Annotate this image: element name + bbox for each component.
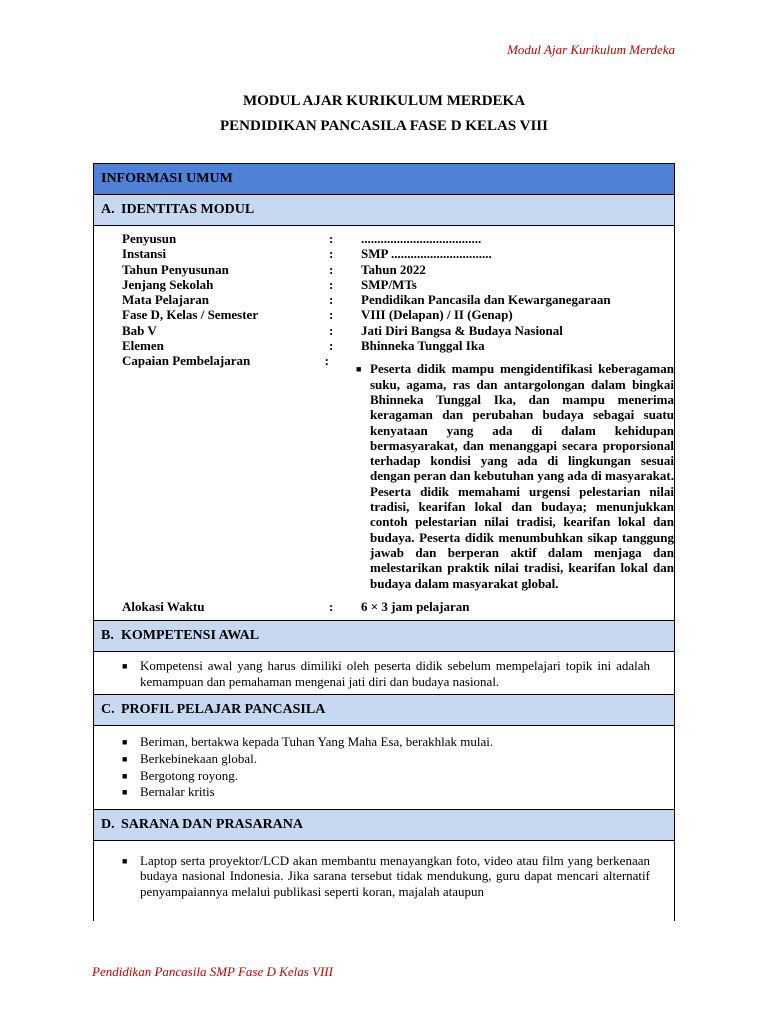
colon: :	[329, 261, 334, 277]
identitas-row	[94, 338, 674, 353]
informasi-umum-title: INFORMASI UMUM	[101, 171, 233, 186]
colon: :	[329, 307, 334, 323]
identitas-row	[94, 262, 674, 277]
list-item	[122, 751, 650, 768]
identitas-row	[94, 323, 674, 338]
identitas-label: Instansi	[122, 246, 167, 262]
list-item	[122, 768, 650, 785]
square-bullet-icon: ■	[122, 753, 128, 764]
capaian-list	[356, 353, 674, 590]
profil-item-text: Bernalar kritis	[140, 784, 215, 800]
section-d-header	[94, 810, 674, 841]
identitas-label: Elemen	[122, 338, 164, 354]
document-subtitle: PENDIDIKAN PANCASILA FASE D KELAS VIII	[220, 118, 548, 134]
informasi-umum-header	[94, 164, 674, 195]
section-c-letter: C.	[101, 702, 115, 718]
identitas-row	[94, 246, 674, 261]
identitas-value: SMP/MTs	[361, 276, 417, 292]
identitas-value: Pendidikan Pancasila dan Kewarganegaraan	[361, 292, 611, 308]
footer-note: Pendidikan Pancasila SMP Fase D Kelas VIII	[92, 964, 333, 979]
capaian-content	[356, 353, 674, 590]
profil-pelajar-content	[94, 726, 674, 809]
section-b-header	[94, 621, 674, 652]
list-item	[122, 784, 650, 801]
identitas-value: VIII (Delapan) / II (Genap)	[361, 307, 513, 323]
square-bullet-icon: ■	[122, 855, 128, 866]
identitas-value: Jati Diri Bangsa & Budaya Nasional	[361, 322, 563, 338]
profil-item-text: Beriman, bertakwa kepada Tuhan Yang Maha Esa, berakhlak mulai.	[140, 734, 494, 750]
identitas-label: Fase D, Kelas / Semester	[122, 307, 259, 323]
identitas-row	[94, 277, 674, 292]
capaian-label: Capaian Pembelajaran	[122, 353, 251, 369]
list-item	[122, 734, 650, 751]
sarana-text: Laptop serta proyektor/LCD akan membantu menayangkan foto, video atau film yang berkenaan budaya nasional Indonesia. Jika sarana tersebut tidak mendukung, guru dapat mencari alternatif penyampaiannya melalui publikasi seperti koran, majalah ataupun	[140, 852, 650, 899]
alokasi-label: Alokasi Waktu	[122, 598, 205, 614]
profil-item-text: Berkebinekaan global.	[140, 750, 257, 766]
identitas-row	[94, 231, 674, 246]
section-a-title: IDENTITAS MODUL	[121, 202, 255, 217]
section-c-header	[94, 695, 674, 726]
alokasi-value: 6 × 3 jam pelajaran	[361, 598, 470, 614]
identitas-label: Bab V	[122, 322, 157, 338]
section-d-title: SARANA DAN PRASARANA	[121, 816, 304, 832]
alokasi-row	[94, 599, 674, 614]
square-bullet-icon: ■	[122, 737, 128, 748]
colon: :	[329, 246, 334, 262]
header-note: Modul Ajar Kurikulum Merdeka	[507, 42, 675, 57]
capaian-row	[94, 353, 674, 590]
square-bullet-icon: ■	[122, 770, 128, 781]
document-title: MODUL AJAR KURIKULUM MERDEKA	[242, 93, 526, 109]
colon: :	[329, 322, 334, 338]
colon: :	[329, 338, 334, 354]
identitas-value: SMP ...............................	[361, 246, 492, 262]
identitas-label: Tahun Penyusunan	[122, 261, 229, 277]
list-item	[122, 658, 650, 689]
identitas-value: .....................................	[361, 231, 482, 246]
colon: :	[329, 598, 334, 614]
identitas-row	[94, 307, 674, 322]
identitas-row	[94, 292, 674, 307]
capaian-text: Peserta didik mampu mengidentifikasi keberagaman suku, agama, ras dan antargolongan dalam bingkai Bhinneka Tunggal Ika, dan mampu menerima keragaman dan perubahan budaya sebagai suatu kenyataan yang ada di dalam kehidupan bermasyarakat, dan menanggapi secara proporsional terhadap kondisi yang ada di lingkungan sesuai dengan peran dan kebutuhan yang ada di masyarakat. Peserta didik memahami urgensi pelestarian nilai tradisi, kearifan lokal dan budaya; menunjukkan contoh pelestarian nilai tradisi, kearifan lokal dan budaya. Peserta didik menumbuhkan sikap tanggung jawab dan berperan aktif dalam menjaga dan melestarikan praktik nilai tradisi, kearifan lokal dan budaya dalam masyarakat global.	[370, 361, 674, 591]
section-c-title: PROFIL PELAJAR PANCASILA	[121, 702, 326, 718]
colon: :	[329, 276, 334, 292]
identitas-label: Penyusun	[122, 231, 177, 246]
sarana-content	[94, 841, 674, 918]
square-bullet-icon: ■	[122, 661, 128, 672]
section-b-title: KOMPETENSI AWAL	[121, 628, 260, 644]
identitas-value: Tahun 2022	[361, 261, 426, 277]
list-item	[122, 853, 650, 900]
section-a-letter: A.	[101, 202, 115, 217]
module-table	[93, 163, 675, 921]
profil-item-text: Bergotong royong.	[140, 767, 238, 783]
square-bullet-icon: ■	[356, 364, 362, 375]
identitas-modul	[94, 226, 674, 621]
colon: :	[324, 353, 330, 369]
section-a-header	[94, 195, 674, 226]
identitas-value: Bhinneka Tunggal Ika	[361, 338, 485, 354]
kompetensi-awal-content	[94, 652, 674, 695]
colon: :	[329, 292, 334, 308]
kompetensi-awal-text: Kompetensi awal yang harus dimiliki oleh peserta didik sebelum mempelajari topik ini adalah kemampuan dan pemahaman mengenai jati diri dan budaya nasional.	[140, 658, 650, 689]
identitas-label: Jenjang Sekolah	[122, 276, 214, 292]
capaian-item	[356, 361, 674, 590]
section-b-letter: B.	[101, 628, 114, 644]
section-d-letter: D.	[101, 816, 115, 832]
colon: :	[329, 231, 334, 246]
square-bullet-icon: ■	[122, 787, 128, 798]
identitas-label: Mata Pelajaran	[122, 292, 210, 308]
